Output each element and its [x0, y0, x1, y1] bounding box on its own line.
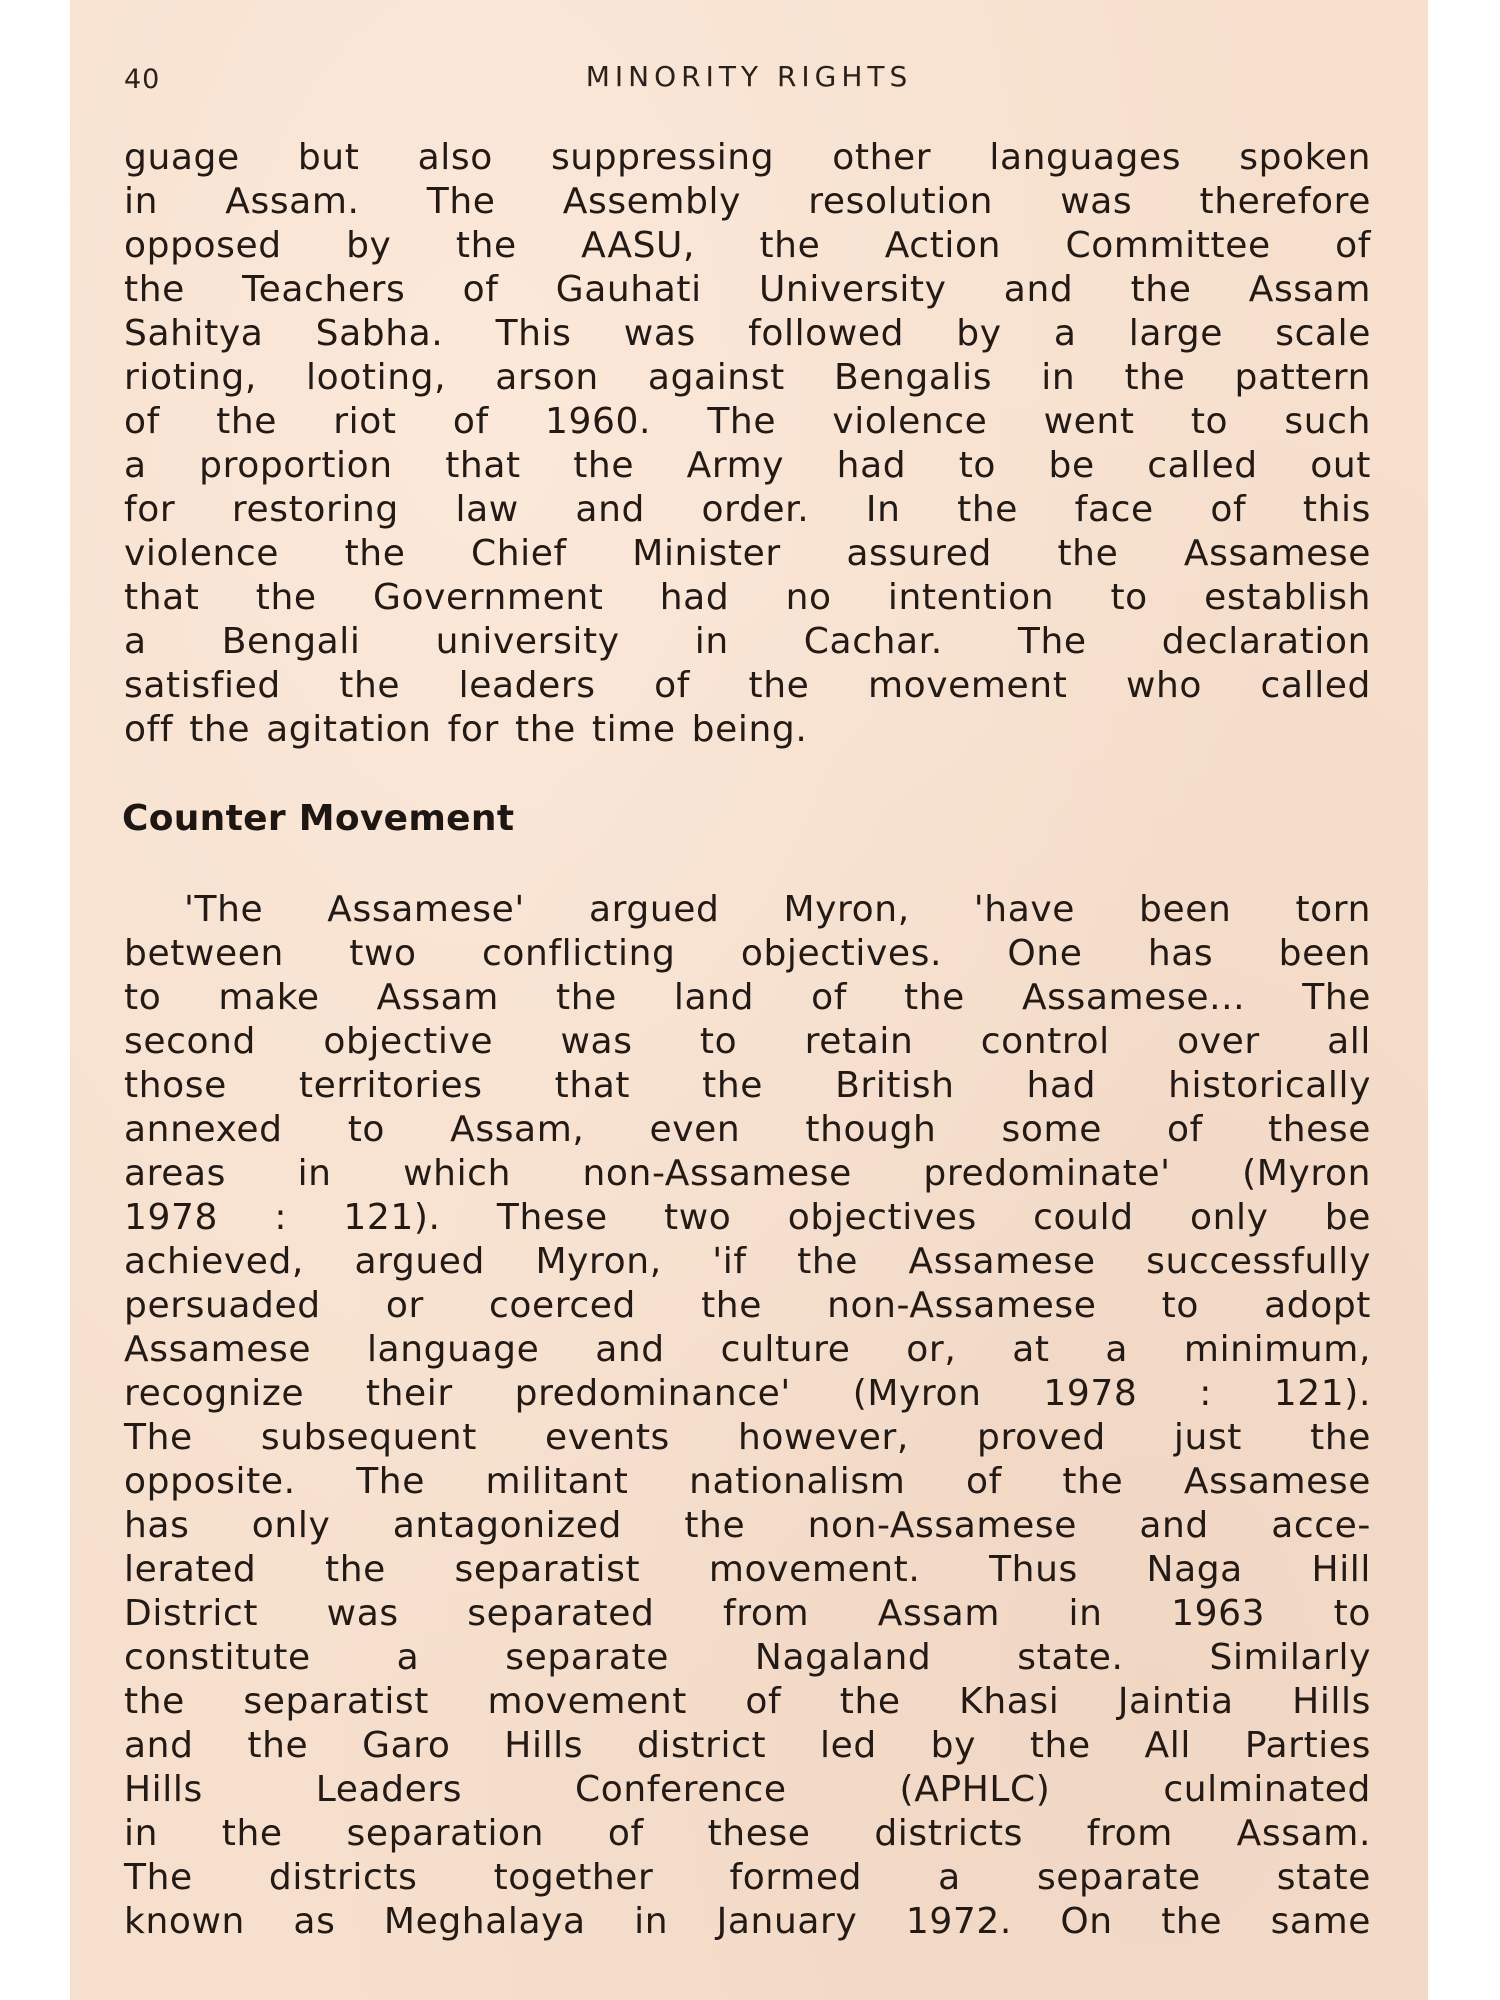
text-line: Assamese language and culture or, at a minimum, — [124, 1329, 1371, 1370]
text-line: lerated the separatist movement. Thus Naga Hill — [124, 1549, 1371, 1590]
text-line: known as Meghalaya in January 1972. On the same — [124, 1901, 1371, 1942]
text-line: the Teachers of Gauhati University and the Assam — [124, 269, 1371, 310]
text-line: second objective was to retain control over all — [124, 1021, 1371, 1062]
text-line: those territories that the British had historically — [124, 1065, 1371, 1106]
page-number: 40 — [124, 64, 161, 95]
text-line: that the Government had no intention to establish — [124, 577, 1371, 618]
text-line: persuaded or coerced the non-Assamese to adopt — [124, 1285, 1371, 1326]
text-line: areas in which non-Assamese predominate' (Myron — [124, 1153, 1371, 1194]
text-line: in the separation of these districts from Assam. — [124, 1813, 1371, 1854]
text-line: achieved, argued Myron, 'if the Assamese successfully — [124, 1241, 1371, 1282]
text-line: opposite. The militant nationalism of the Assamese — [124, 1461, 1371, 1502]
text-line: has only antagonized the non-Assamese and acce- — [124, 1505, 1371, 1546]
paragraph-counter-movement — [124, 888, 1371, 1944]
text-line: a Bengali university in Cachar. The declaration — [124, 621, 1371, 662]
text-line: Hills Leaders Conference (APHLC) culminated — [124, 1769, 1371, 1810]
text-line: The subsequent events however, proved just the — [124, 1417, 1371, 1458]
text-line: satisfied the leaders of the movement who called — [124, 665, 1371, 706]
running-title: MINORITY RIGHTS — [585, 60, 913, 93]
book-page — [70, 0, 1428, 2000]
text-line: opposed by the AASU, the Action Committee of — [124, 225, 1371, 266]
text-line: District was separated from Assam in 1963 to — [124, 1593, 1371, 1634]
text-line: Sahitya Sabha. This was followed by a large scale — [124, 313, 1371, 354]
text-line: violence the Chief Minister assured the Assamese — [124, 533, 1371, 574]
paragraph-continued — [124, 136, 1371, 752]
text-line: between two conflicting objectives. One has been — [124, 933, 1371, 974]
text-line: of the riot of 1960. The violence went to such — [124, 401, 1371, 442]
text-line: 'The Assamese' argued Myron, 'have been torn — [184, 889, 1371, 930]
text-line: the separatist movement of the Khasi Jaintia Hills — [124, 1681, 1371, 1722]
text-line: rioting, looting, arson against Bengalis in the pattern — [124, 357, 1371, 398]
section-heading: Counter Movement — [122, 798, 515, 839]
text-line: a proportion that the Army had to be called out — [124, 445, 1371, 486]
text-line: in Assam. The Assembly resolution was therefore — [124, 181, 1371, 222]
text-line: constitute a separate Nagaland state. Similarly — [124, 1637, 1371, 1678]
running-head — [70, 58, 1428, 98]
text-line: guage but also suppressing other languages spoken — [124, 137, 1371, 178]
text-line: recognize their predominance' (Myron 1978 : 121). — [124, 1373, 1371, 1414]
text-line: and the Garo Hills district led by the All Parties — [124, 1725, 1371, 1766]
text-line: for restoring law and order. In the face of this — [124, 489, 1371, 530]
text-line: annexed to Assam, even though some of these — [124, 1109, 1371, 1150]
text-line: to make Assam the land of the Assamese... The — [124, 977, 1371, 1018]
text-line: The districts together formed a separate state — [124, 1857, 1371, 1898]
text-line: 1978 : 121). These two objectives could only be — [124, 1197, 1371, 1238]
text-line: off the agitation for the time being. — [124, 709, 808, 750]
